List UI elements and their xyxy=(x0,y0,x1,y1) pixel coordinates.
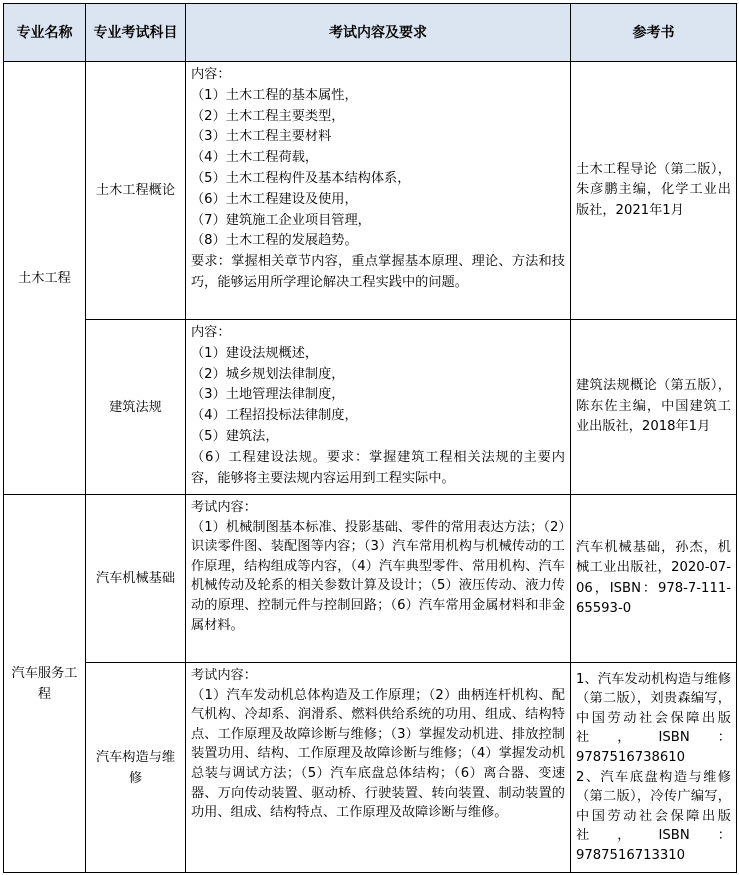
subject-name: 土木工程概论 xyxy=(86,62,186,320)
exam-content xyxy=(186,62,571,320)
book-line: 2、汽车底盘构造与维修（第二版），冷传广编写，中国劳动社会保障出版社，ISBN：9787516713310 xyxy=(576,769,731,863)
exam-table xyxy=(3,3,737,873)
header-content: 考试内容及要求 xyxy=(186,4,571,62)
table-row xyxy=(4,62,737,320)
content-line: （4）土木工程荷载， xyxy=(191,150,319,166)
content-line: （5）建筑法， xyxy=(191,428,279,444)
content-line: （4）工程招投标法律制度， xyxy=(191,408,358,424)
content-line: （1）土木工程的基本属性， xyxy=(191,87,358,103)
content-line: 考试内容： xyxy=(191,500,257,515)
content-line: （8）土木工程的发展趋势。 xyxy=(191,233,358,249)
header-books: 参考书 xyxy=(571,4,737,62)
subject-name: 汽车机械基础 xyxy=(86,495,186,663)
content-line: （1）建设法规概述， xyxy=(191,345,319,361)
major-name: 汽车服务工程 xyxy=(4,495,86,873)
exam-content xyxy=(186,320,571,495)
table-row xyxy=(4,663,737,873)
reference-book: 汽车机械基础，孙杰，机械工业出版社，2020-07-06，ISBN：978-7-111-65593-0 xyxy=(571,495,737,663)
content-line: （2）土木工程主要类型， xyxy=(191,108,345,124)
reference-book: 土木工程导论（第二版），朱彦鹏主编，化学工业出版社，2021年1月 xyxy=(571,62,737,320)
content-line: 内容： xyxy=(191,67,231,82)
content-line: （5）土木工程构件及基本结构体系， xyxy=(191,170,411,186)
header-major: 专业名称 xyxy=(4,4,86,62)
content-line: 考试内容： xyxy=(191,668,257,683)
content-line: （1）机械制图基本标准、投影基础、零件的常用表达方法；（2）识读零件图、装配图等内容；（3）汽车常用机构与机械传动的工作原理，结构组成等内容，（4）汽车典型零件、常用机构、汽车机械传动及轮系的相关参数计算及设计；（5）液压传动、液力传动的原理、控制元件与控制回路；（6）汽车常用金属材料和非金属材料。 xyxy=(191,519,565,633)
exam-content xyxy=(186,495,571,663)
content-line: （6）工程建设法规。要求：掌握建筑工程相关法规的主要内容，能够将主要法规内容运用到工程实际中。 xyxy=(191,449,565,486)
content-line: （6）土木工程建设及使用， xyxy=(191,191,358,207)
subject-name: 汽车构造与维修 xyxy=(86,663,186,873)
table-row xyxy=(4,320,737,495)
content-line: （2）城乡规划法律制度， xyxy=(191,366,345,382)
header-row xyxy=(4,4,737,62)
table-row xyxy=(4,495,737,663)
exam-content xyxy=(186,663,571,873)
reference-book xyxy=(571,663,737,873)
content-line: 要求：掌握相关章节内容，重点掌握基本原理、理论、方法和技巧，能够运用所学理论解决工程实践中的问题。 xyxy=(191,254,565,290)
content-line: （3）土地管理法律制度， xyxy=(191,387,345,403)
reference-book: 建筑法规概论（第五版），陈东佐主编，中国建筑工业出版社，2018年1月 xyxy=(571,320,737,495)
subject-name: 建筑法规 xyxy=(86,320,186,495)
book-line: 1、汽车发动机构造与维修（第二版），刘贵森编写，中国劳动社会保障出版社，ISBN：9787516738610 xyxy=(576,671,731,765)
content-line: 内容： xyxy=(191,325,231,340)
content-line: （3）土木工程主要材料 xyxy=(191,129,332,145)
major-name: 土木工程 xyxy=(4,62,86,495)
header-subject: 专业考试科目 xyxy=(86,4,186,62)
content-line: （7）建筑施工企业项目管理， xyxy=(191,212,371,228)
content-line: （1）汽车发动机总体构造及工作原理；（2）曲柄连杆机构、配气机构、冷却系、润滑系、燃料供给系统的功用、组成、结构特点、工作原理及故障诊断与维修；（3）掌握发动机进、排放控制装置功用、结构、工作原理及故障诊断与维修；（4）掌握发动机总装与调试方法；（5）汽车底盘总体结构；（6）离合器、变速器、万向传动装置、驱动桥、行驶装置、转向装置、制动装置的功用、组成、结构特点、工作原理及故障诊断与维修。 xyxy=(191,687,565,821)
